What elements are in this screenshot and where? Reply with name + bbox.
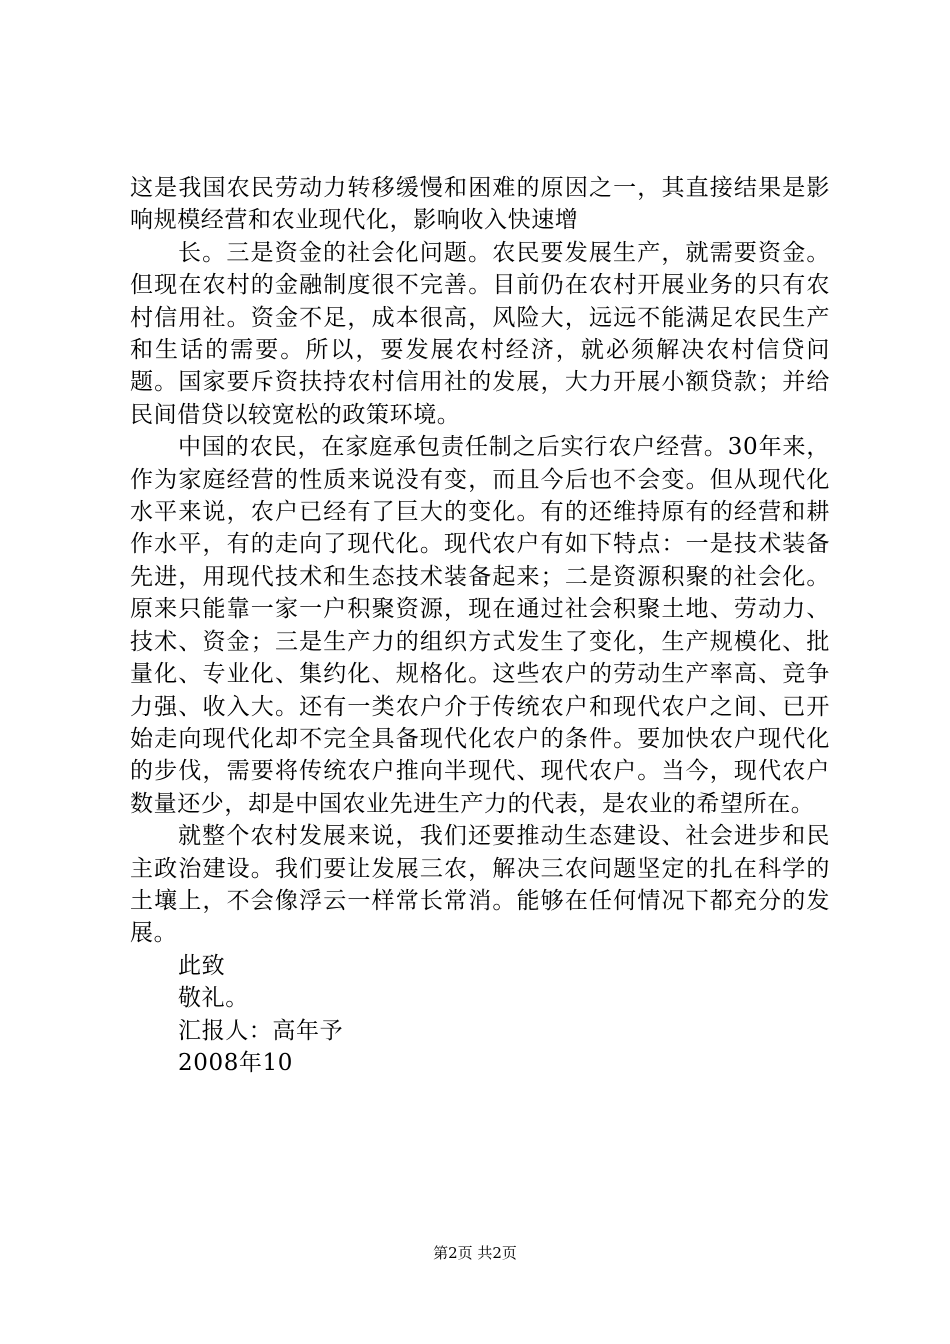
closing-salutation: 此致 xyxy=(178,952,226,979)
report-date: 2008年10 xyxy=(178,1049,293,1076)
paragraph-2: 长。三是资金的社会化问题。农民要发展生产，就需要资金。但现在农村的金融制度很不完善。目前仍在农村开展业务的只有农村信用社。资金不足，成本很高，风险大，远远不能满足农民生产和生话的需要。所以，要发展农村经济，就必须解决农村信贷问题。国家要斥资扶持农村信用社的发展，大力开展小额贷款；并给民间借贷以较宽松的政策环境。 xyxy=(130,239,830,428)
paragraph-4: 就整个农村发展来说，我们还要推动生态建设、社会进步和民主政治建设。我们要让发展三农，解决三农问题坚定的扎在科学的土壤上，不会像浮云一样常长常消。能够在任何情况下都充分的发展。 xyxy=(130,823,830,947)
reporter-signature: 汇报人：高年予 xyxy=(178,1017,344,1044)
document-body xyxy=(130,172,830,1079)
paragraph-1: 这是我国农民劳动力转移缓慢和困难的原因之一，其直接结果是影响规模经营和农业现代化，影响收入快速增 xyxy=(130,175,830,234)
paragraph-3: 中国的农民，在家庭承包责任制之后实行农户经营。30年来，作为家庭经营的性质来说没有变，而且今后也不会变。但从现代化水平来说，农户已经有了巨大的变化。有的还维持原有的经营和耕作水平，有的走向了现代化。现代农户有如下特点：一是技术装备先进，用现代技术和生态技术装备起来；二是资源积聚的社会化。原来只能靠一家一户积聚资源，现在通过社会积聚土地、劳动力、技术、资金；三是生产力的组织方式发生了变化，生产规模化、批量化、专业化、集约化、规格化。这些农户的劳动生产率高、竞争力强、收入大。还有一类农户介于传统农户和现代农户之间、已开始走向现代化却不完全具备现代化农户的条件。要加快农户现代化的步伐，需要将传统农户推向半现代、现代农户。当今，现代农户数量还少，却是中国农业先进生产力的代表，是农业的希望所在。 xyxy=(130,434,830,817)
closing-regards: 敬礼。 xyxy=(178,985,249,1012)
page-number-footer: 第2页 共2页 xyxy=(433,1244,517,1262)
